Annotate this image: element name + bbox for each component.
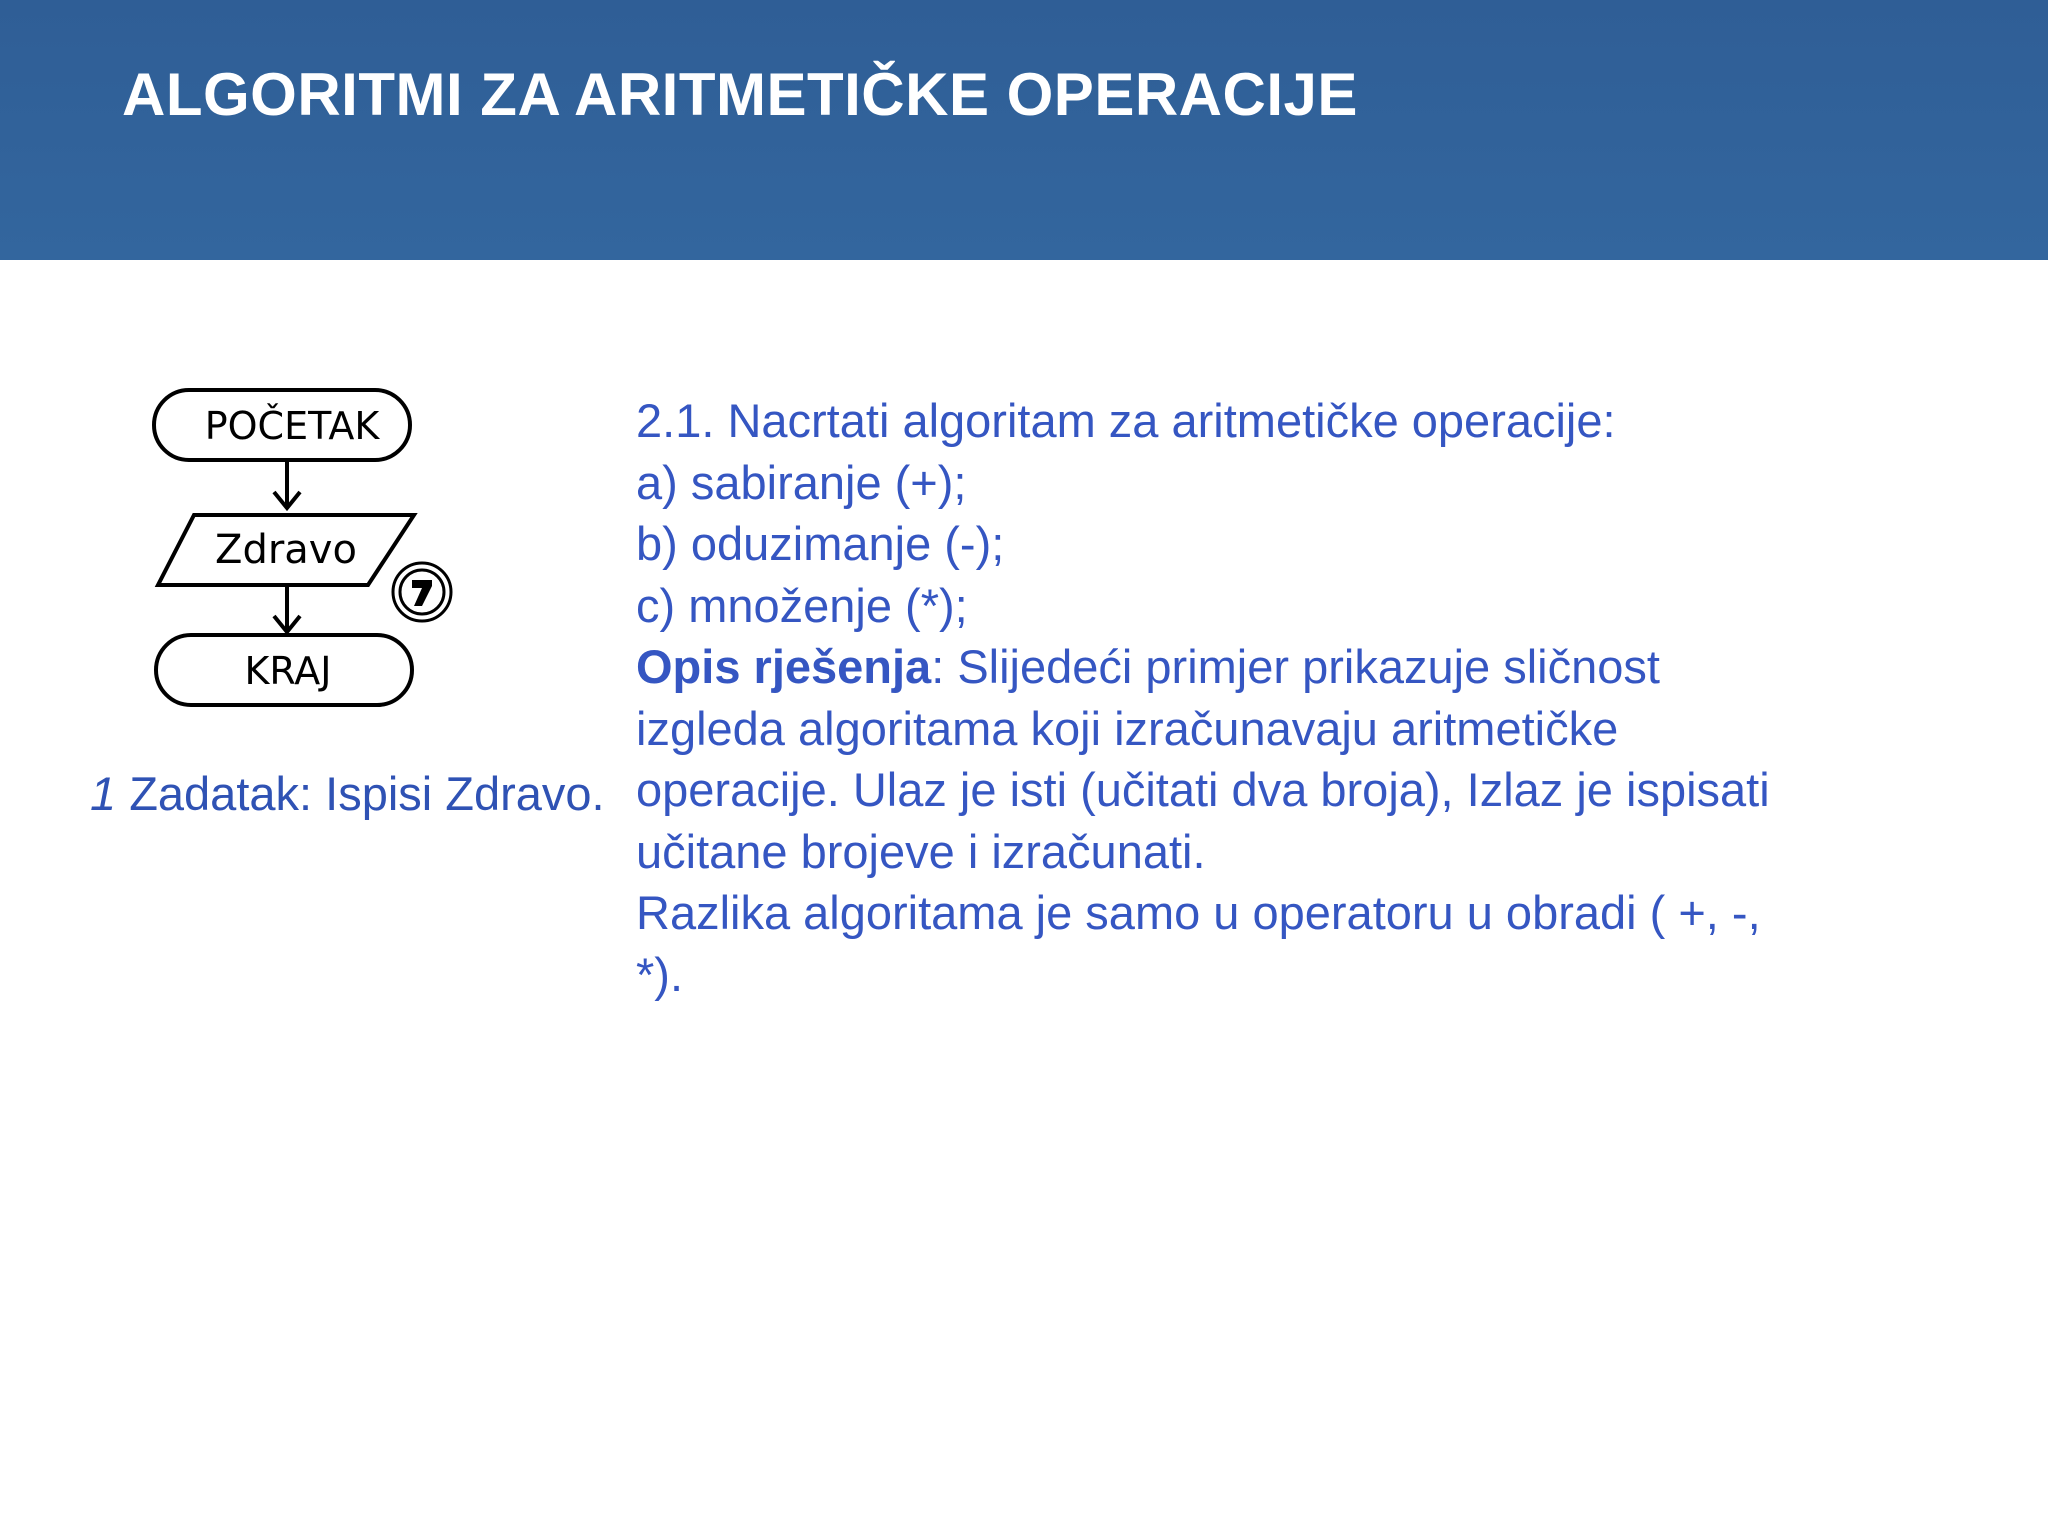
description-label: Opis rješenja [636, 640, 932, 693]
description-text-1: : Slijedeći primjer prikazuje sličnost [931, 640, 1660, 693]
description-line-2: izgleda algoritama koji izračunavaju aritmetičke [636, 701, 1619, 755]
task-description [636, 390, 1936, 1005]
task-intro: 2.1. Nacrtati algoritam za aritmetičke operacije: [636, 394, 1616, 447]
caption-text: Zadatak: Ispisi Zdravo. [116, 767, 605, 820]
flowchart-diagram [140, 370, 470, 720]
difference-line-2: *). [636, 947, 683, 1001]
flowchart-end-label: KRAJ [244, 649, 332, 693]
flowchart-output-label: Zdravo [215, 527, 357, 573]
printer-output-icon [393, 563, 451, 621]
flowchart-caption [90, 766, 605, 821]
difference-line-1: Razlika algoritama je samo u operatoru u obradi ( +, -, [636, 886, 1761, 939]
slide-header [0, 0, 2048, 260]
description-line-3: operacije. Ulaz je isti (učitati dva broja), Izlaz je ispisati [636, 763, 1770, 816]
task-item-c: c) množenje (*); [636, 578, 968, 632]
slide-title: ALGORITMI ZA ARITMETIČKE OPERACIJE [122, 61, 1358, 128]
task-item-b: b) oduzimanje (-); [636, 517, 1005, 570]
description-line-1 [636, 636, 1936, 698]
description-line-4: učitane brojeve i izračunati. [636, 824, 1206, 878]
task-item-a: a) sabiranje (+); [636, 455, 967, 509]
caption-number: 1 [90, 767, 117, 820]
flowchart-start-label: POČETAK [204, 404, 380, 448]
